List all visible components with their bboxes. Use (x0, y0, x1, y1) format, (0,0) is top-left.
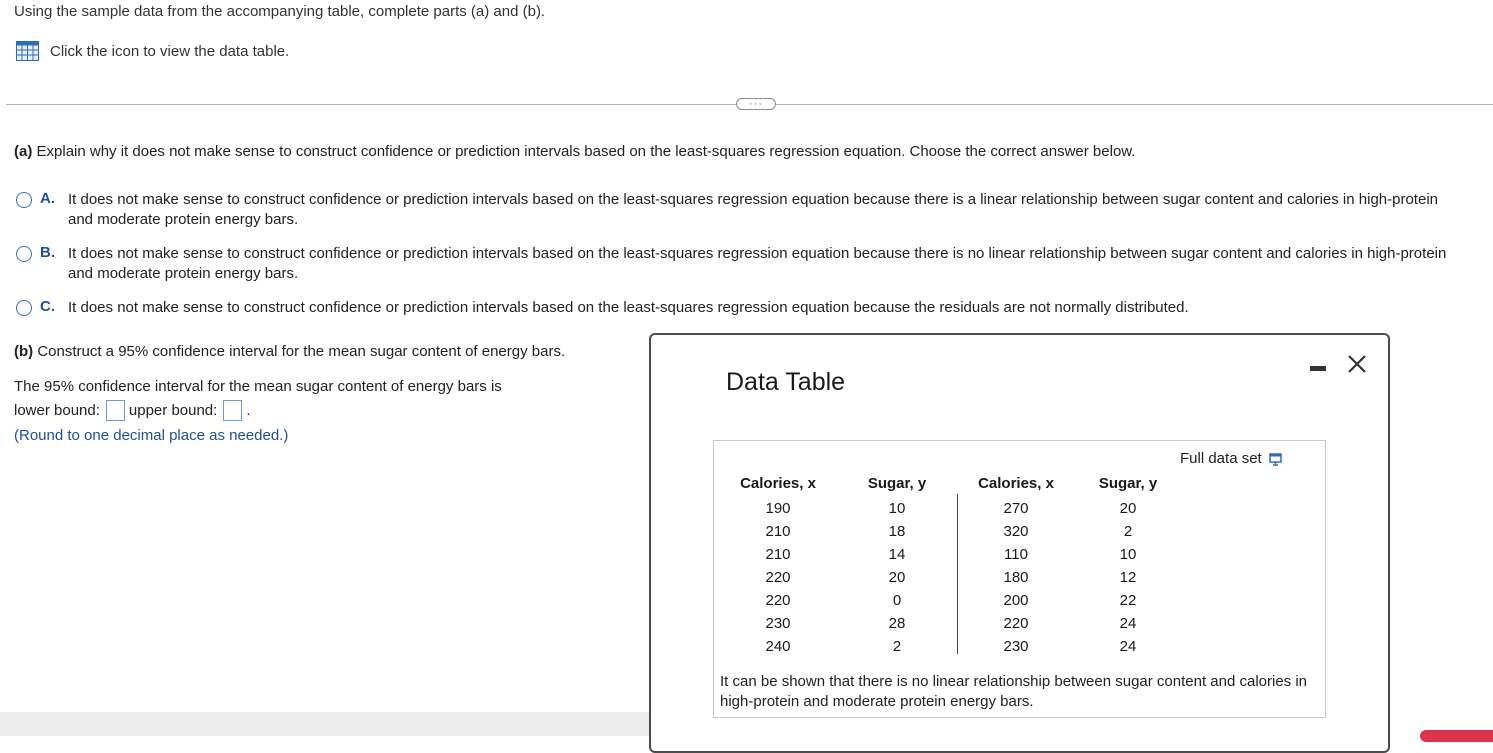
table-cell: 18 (888, 523, 906, 540)
table-cell: 0 (892, 592, 902, 609)
column-divider (957, 494, 958, 654)
option-a[interactable] (16, 190, 1476, 230)
option-b-text: It does not make sense to construct confidence or prediction intervals based on the least-squares regression equation because there is no linear relationship between sugar content and calories in high-protein and moderate protein energy bars. (68, 245, 1447, 282)
table-cell: 20 (1119, 500, 1137, 517)
table-cell: 210 (765, 523, 791, 540)
table-cell: 10 (1119, 546, 1137, 563)
table-cell: 200 (1003, 592, 1029, 609)
full-data-set-link[interactable] (1180, 450, 1284, 467)
ci-intro-text: The 95% confidence interval for the mean sugar content of energy bars is (14, 378, 502, 395)
lower-bound-input[interactable] (106, 400, 125, 421)
table-cell: 240 (765, 638, 791, 655)
close-icon[interactable] (1345, 352, 1369, 376)
bounds-period: . (246, 402, 251, 419)
view-data-table-link[interactable] (16, 41, 289, 61)
option-b[interactable] (16, 244, 1476, 284)
table-cell: 270 (1003, 500, 1029, 517)
upper-bound-label: upper bound: (128, 402, 218, 419)
table-cell: 220 (1003, 615, 1029, 632)
column-header: Sugar, y (867, 475, 927, 492)
minimize-button[interactable] (1310, 366, 1326, 371)
table-footnote: It can be shown that there is no linear relationship between sugar content and calories in high-protein and moderate protein energy bars. (720, 673, 1308, 710)
table-cell: 210 (765, 546, 791, 563)
radio-option-c[interactable] (16, 300, 32, 316)
table-cell: 110 (1004, 546, 1028, 563)
column-sugar-2 (1088, 474, 1168, 658)
table-cell: 24 (1119, 638, 1137, 655)
part-b-text: Construct a 95% confidence interval for the mean sugar content of energy bars. (37, 343, 566, 360)
dialog-title: Data Table (726, 368, 846, 396)
table-cell: 10 (888, 500, 906, 517)
option-b-letter: B. (40, 244, 55, 261)
part-a-text: Explain why it does not make sense to construct confidence or prediction intervals based on the least-squares regression equation. Choose the correct answer below. (36, 143, 1136, 160)
option-c-text: It does not make sense to construct confidence or prediction intervals based on the least-squares regression equation because the residuals are not normally distributed. (68, 299, 1189, 316)
table-cell: 24 (1119, 615, 1137, 632)
part-a-prompt (14, 143, 1135, 160)
table-cell: 14 (888, 546, 906, 563)
table-cell: 12 (1119, 569, 1137, 586)
column-calories-1 (733, 474, 823, 658)
rounding-note: (Round to one decimal place as needed.) (14, 427, 289, 444)
option-a-text: It does not make sense to construct confidence or prediction intervals based on the least-squares regression equation because there is a linear relationship between sugar content and calories in high-protein and moderate protein energy bars. (68, 191, 1438, 228)
column-sugar-1 (857, 474, 937, 658)
option-c-letter: C. (40, 298, 55, 315)
table-cell: 22 (1119, 592, 1137, 609)
table-cell: 2 (1123, 523, 1133, 540)
part-b-prompt (14, 343, 565, 360)
column-calories-2 (971, 474, 1061, 658)
part-b-label: (b) (14, 343, 34, 360)
table-cell: 220 (765, 569, 791, 586)
upper-bound-input[interactable] (223, 400, 242, 421)
option-a-letter: A. (40, 190, 55, 207)
view-data-table-label[interactable]: Click the icon to view the data table. (50, 42, 290, 60)
action-button-partial[interactable] (1420, 730, 1493, 742)
column-header: Calories, x (740, 475, 816, 492)
bottom-bar (0, 712, 650, 736)
table-cell: 20 (888, 569, 906, 586)
table-cell: 180 (1003, 569, 1029, 586)
table-cell: 230 (1003, 638, 1029, 655)
table-cell: 320 (1003, 523, 1029, 540)
radio-option-b[interactable] (16, 246, 32, 262)
table-cell: 230 (765, 615, 791, 632)
instructions: Using the sample data from the accompanying table, complete parts (a) and (b). (14, 3, 546, 20)
copy-icon[interactable] (1268, 451, 1284, 467)
expand-more-button[interactable]: ··· (736, 98, 776, 110)
option-c[interactable] (16, 298, 1476, 318)
full-data-set-label[interactable]: Full data set (1180, 450, 1262, 467)
part-a-label: (a) (14, 143, 33, 160)
table-cell: 220 (765, 592, 791, 609)
table-cell: 28 (888, 615, 906, 632)
radio-option-a[interactable] (16, 192, 32, 208)
table-cell: 2 (892, 638, 902, 655)
column-header: Calories, x (978, 475, 1054, 492)
table-cell: 190 (765, 500, 791, 517)
data-table-icon[interactable] (16, 41, 39, 61)
lower-bound-label: lower bound: (14, 402, 100, 419)
bounds-row (14, 400, 251, 421)
column-header: Sugar, y (1098, 475, 1158, 492)
